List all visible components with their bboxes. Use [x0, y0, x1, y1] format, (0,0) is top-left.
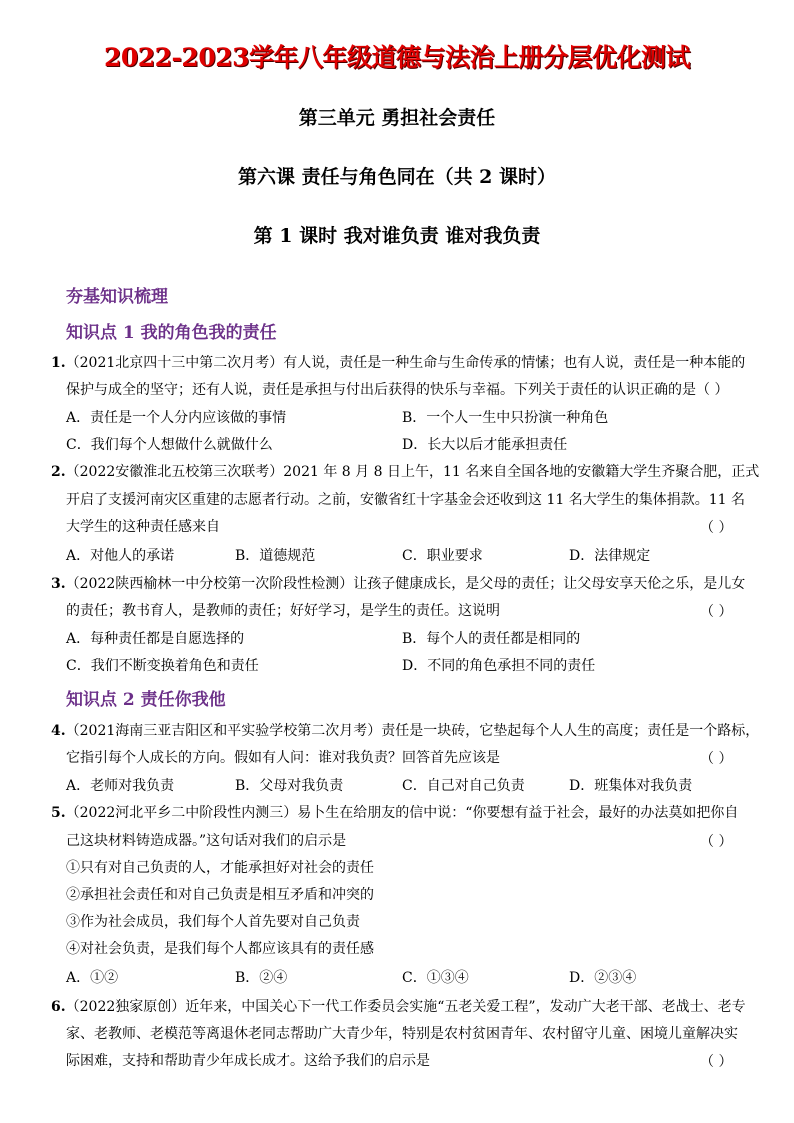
- question-5-option-b: B．②④: [235, 970, 288, 986]
- question-5-item-4: ④对社会负责，是我们每个人都应该具有的责任感: [66, 941, 374, 957]
- question-4-line-2: 它指引每个人成长的方向。假如有人问：谁对我负责？回答首先应该是: [66, 750, 500, 766]
- answer-paren: （ ）: [700, 1054, 733, 1070]
- question-2-option-d: D．法律规定: [569, 548, 651, 564]
- answer-paren: （ ）: [700, 751, 733, 767]
- question-number: 4.: [51, 723, 66, 739]
- question-2-line-3: 大学生的这种责任感来自: [66, 519, 220, 535]
- question-2-line-2: 开启了支援河南灾区重建的志愿者行动。之前，安徽省红十字基金会还收到这 11 名大学生的集体捐款。11 名: [66, 492, 745, 508]
- question-4-option-b: B．父母对我负责: [235, 778, 344, 794]
- question-3-line-2: 的责任；教书育人，是教师的责任；好好学习，是学生的责任。这说明: [66, 603, 500, 619]
- question-2-line-1: 2.（2022安徽淮北五校第三次联考）2021 年 8 月 8 日上午，11 名来自全国各地的安徽籍大学生齐聚合肥，正式: [51, 464, 760, 480]
- question-3-option-d: D．不同的角色承担不同的责任: [402, 658, 596, 674]
- answer-paren: （ ）: [700, 834, 733, 850]
- question-1-option-d: D．长大以后才能承担责任: [402, 437, 568, 453]
- question-5-line-1: 5.（2022河北平乡二中阶段性内测三）易卜生在给朋友的信中说：“你要想有益于社会，最好的办法莫如把你自: [51, 805, 739, 821]
- question-5-line-2: 己这块材料铸造成器。”这句话对我们的启示是: [66, 833, 347, 849]
- question-4-option-a: A．老师对我负责: [66, 778, 175, 794]
- question-1-option-c: C．我们每个人想做什么就做什么: [66, 437, 273, 453]
- question-5-option-c: C．①③④: [402, 970, 469, 986]
- unit-heading: 第三单元 勇担社会责任: [298, 107, 496, 129]
- document-title: 2022-2023学年八年级道德与法治上册分层优化测试: [103, 43, 691, 72]
- question-1-line-2: 保护与成全的坚守；还有人说，责任是承担与付出后获得的快乐与幸福。下列关于责任的认识正确的是（ ）: [66, 382, 729, 398]
- question-6-line-2: 家、老教师、老模范等离退休老同志帮助广大青少年，特别是农村贫困青年、农村留守儿童、困境儿童解决实: [66, 1026, 738, 1042]
- question-3-option-b: B．每个人的责任都是相同的: [402, 631, 581, 647]
- question-3-option-a: A．每种责任都是自愿选择的: [66, 631, 245, 647]
- question-5-item-3: ③作为社会成员，我们每个人首先要对自己负责: [66, 914, 360, 930]
- section-knowledge-point-1: 知识点 1 我的角色我的责任: [66, 323, 277, 343]
- question-3-line-1: 3.（2022陕西榆林一中分校第一次阶段性检测）让孩子健康成长，是父母的责任；让父母安享天伦之乐，是儿女: [51, 576, 746, 592]
- question-5-option-d: D．②③④: [569, 970, 637, 986]
- section-basic-knowledge: 夯基知识梳理: [66, 287, 168, 307]
- question-6-line-1: 6.（2022独家原创）近年来，中国关心下一代工作委员会实施“五老关爱工程”，发动广大老干部、老战士、老专: [51, 999, 746, 1015]
- answer-paren: （ ）: [700, 604, 733, 620]
- question-number: 1.: [51, 355, 66, 371]
- section-knowledge-point-2: 知识点 2 责任你我他: [66, 690, 226, 710]
- question-2-option-b: B．道德规范: [235, 548, 316, 564]
- question-4-line-1: 4.（2021海南三亚吉阳区和平实验学校第二次月考）责任是一块砖，它垫起每个人人生的高度；责任是一个路标，: [51, 723, 760, 739]
- lesson-heading: 第六课 责任与角色同在（共 2 课时）: [237, 166, 557, 188]
- answer-paren: （ ）: [700, 520, 733, 536]
- question-number: 6.: [51, 999, 66, 1015]
- question-4-option-c: C．自己对自己负责: [402, 778, 525, 794]
- question-1-option-a: A．责任是一个人分内应该做的事情: [66, 410, 287, 426]
- question-2-option-a: A．对他人的承诺: [66, 548, 175, 564]
- question-number: 2.: [51, 464, 66, 480]
- question-number: 3.: [51, 576, 66, 592]
- question-5-item-1: ①只有对自己负责的人，才能承担好对社会的责任: [66, 860, 374, 876]
- question-1-option-b: B．一个人一生中只扮演一种角色: [402, 410, 609, 426]
- question-1-line-1: 1.（2021北京四十三中第二次月考）有人说，责任是一种生命与生命传承的情愫；也有人说，责任是一种本能的: [51, 355, 746, 371]
- question-4-option-d: D．班集体对我负责: [569, 778, 693, 794]
- question-6-line-3: 际困难，支持和帮助青少年成长成才。这给予我们的启示是: [66, 1053, 430, 1069]
- question-number: 5.: [51, 805, 66, 821]
- question-2-option-c: C．职业要求: [402, 548, 483, 564]
- question-3-option-c: C．我们不断变换着角色和责任: [66, 658, 259, 674]
- question-5-option-a: A．①②: [66, 970, 119, 986]
- period-heading: 第 1 课时 我对谁负责 谁对我负责: [253, 225, 541, 247]
- question-5-item-2: ②承担社会责任和对自己负责是相互矛盾和冲突的: [66, 887, 374, 903]
